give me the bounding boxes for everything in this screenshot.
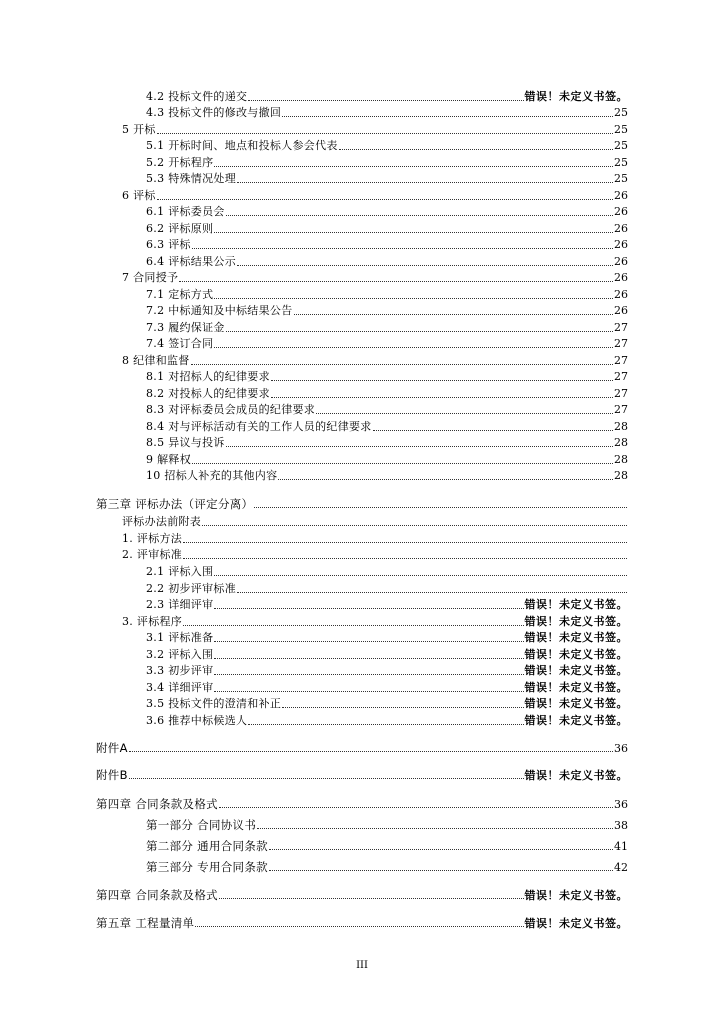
- toc-entry-page: 错误！未定义书签。: [524, 917, 628, 930]
- toc-entry-title: 2. 评审标准: [122, 548, 183, 561]
- toc-entry[interactable]: [146, 664, 628, 678]
- toc-chapter[interactable]: [96, 916, 628, 930]
- toc-entry[interactable]: [146, 90, 628, 104]
- dot-leader: [248, 99, 523, 101]
- toc-entry-title: 7.4 签订合同: [146, 337, 214, 350]
- toc-entry[interactable]: [122, 515, 628, 529]
- toc-entry[interactable]: [146, 420, 628, 434]
- toc-entry[interactable]: [146, 321, 628, 335]
- toc-entry-title: 7.1 定标方式: [146, 288, 214, 301]
- toc-entry-page: 26: [614, 255, 628, 268]
- dot-leader: [278, 478, 613, 480]
- toc-entry-title: 第四章 合同条款及格式: [96, 888, 218, 902]
- toc-entry-title: 5.3 特殊情况处理: [146, 172, 236, 185]
- dot-leader: [214, 607, 523, 609]
- dot-leader: [226, 214, 613, 216]
- toc-entry-title: 10 招标人补充的其他内容: [146, 469, 278, 482]
- toc-entry[interactable]: [146, 436, 628, 450]
- dot-leader: [192, 462, 613, 464]
- toc-entry-title: 7 合同授予: [122, 271, 179, 284]
- toc-entry-page: 26: [614, 288, 628, 301]
- toc-entry-title: 1. 评标方法: [122, 532, 183, 545]
- toc-entry-title: 第五章 工程量清单: [96, 916, 195, 930]
- dot-leader: [373, 429, 613, 431]
- toc-entry-page: 错误！未定义书签。: [524, 648, 628, 661]
- toc-entry-page: 26: [614, 304, 628, 317]
- toc-entry-page: 41: [614, 840, 628, 853]
- toc-entry[interactable]: [122, 615, 628, 629]
- dot-leader: [237, 181, 613, 183]
- toc-entry-page: 错误！未定义书签。: [524, 889, 628, 902]
- dot-leader: [339, 148, 613, 150]
- toc-entry-title: 3.4 详细评审: [146, 681, 214, 694]
- dot-leader: [269, 869, 613, 871]
- toc-entry-title: 6.4 评标结果公示: [146, 255, 236, 268]
- dot-leader: [157, 132, 613, 134]
- toc-entry[interactable]: [146, 582, 628, 596]
- toc-entry[interactable]: [146, 598, 628, 612]
- dot-leader: [179, 280, 613, 282]
- toc-entry-title: 第二部分 通用合同条款: [146, 839, 268, 853]
- toc-entry-title: 3.1 评标准备: [146, 631, 214, 644]
- toc-entry-page: 错误！未定义书签。: [524, 697, 628, 710]
- dot-leader: [183, 557, 627, 559]
- dot-leader: [202, 524, 627, 526]
- dot-leader: [219, 806, 613, 808]
- toc-entry-title: 评标办法前附表: [122, 515, 202, 528]
- dot-leader: [248, 723, 523, 725]
- toc-entry[interactable]: [146, 403, 628, 417]
- toc-entry-title: 第一部分 合同协议书: [146, 818, 257, 832]
- toc-entry-title: 6.3 评标: [146, 238, 191, 251]
- toc-entry-title: 7.3 履约保证金: [146, 321, 225, 334]
- toc-entry[interactable]: [146, 222, 628, 236]
- toc-entry-page: 26: [614, 189, 628, 202]
- dot-leader: [254, 506, 627, 508]
- toc-entry-page: 27: [614, 337, 628, 350]
- toc-entry-title: 8.2 对投标人的纪律要求: [146, 387, 270, 400]
- dot-leader: [195, 925, 523, 927]
- dot-leader: [271, 396, 613, 398]
- toc-entry-title: 附件B: [96, 768, 128, 782]
- toc-entry-page: 25: [614, 106, 628, 119]
- dot-leader: [183, 541, 627, 543]
- toc-entry-title: 8 纪律和监督: [122, 354, 190, 367]
- toc-entry[interactable]: [146, 681, 628, 695]
- dot-leader: [214, 673, 523, 675]
- toc-entry-title: 5.1 开标时间、地点和投标人参会代表: [146, 139, 338, 152]
- toc-entry-page: 错误！未定义书签。: [524, 631, 628, 644]
- toc-chapter[interactable]: [96, 797, 628, 811]
- toc-entry-page: 28: [614, 436, 628, 449]
- toc-entry[interactable]: [122, 123, 628, 137]
- toc-entry-page: 36: [614, 742, 628, 755]
- dot-leader: [237, 264, 613, 266]
- toc-entry-page: 错误！未定义书签。: [524, 90, 628, 103]
- toc-entry-page: 26: [614, 222, 628, 235]
- dot-leader: [214, 346, 613, 348]
- dot-leader: [214, 640, 523, 642]
- dot-leader: [129, 750, 613, 752]
- dot-leader: [214, 690, 523, 692]
- toc-entry-page: 26: [614, 238, 628, 251]
- toc-entry[interactable]: [146, 697, 628, 711]
- toc-entry-page: 38: [614, 819, 628, 832]
- toc-chapter[interactable]: [96, 741, 628, 755]
- toc-entry-page: 27: [614, 403, 628, 416]
- toc-entry[interactable]: [146, 469, 628, 483]
- toc-entry-title: 附件A: [96, 741, 128, 755]
- toc-entry[interactable]: [146, 205, 628, 219]
- dot-leader: [282, 115, 613, 117]
- dot-leader: [129, 777, 524, 779]
- dot-leader: [282, 706, 523, 708]
- toc-entry-title: 第三部分 专用合同条款: [146, 860, 268, 874]
- dot-leader: [214, 231, 613, 233]
- toc-entry-page: 27: [614, 387, 628, 400]
- toc-chapter[interactable]: [96, 768, 628, 782]
- toc-entry-page: 错误！未定义书签。: [524, 598, 628, 611]
- toc-entry-title: 第三章 评标办法（评定分离）: [96, 497, 254, 511]
- toc-entry[interactable]: [146, 631, 628, 645]
- dot-leader: [271, 379, 613, 381]
- toc-entry[interactable]: [146, 337, 628, 351]
- toc-entry-title: 2.3 详细评审: [146, 598, 214, 611]
- toc-entry-title: 6.2 评标原则: [146, 222, 214, 235]
- toc-entry-title: 3.6 推荐中标候选人: [146, 714, 248, 727]
- toc-entry-title: 3. 评标程序: [122, 615, 183, 628]
- toc-entry-title: 4.3 投标文件的修改与撤回: [146, 106, 282, 119]
- toc-entry-title: 9 解释权: [146, 453, 191, 466]
- toc-entry[interactable]: [146, 818, 628, 832]
- toc-entry-page: 错误！未定义书签。: [524, 664, 628, 677]
- toc-entry-page: 25: [614, 156, 628, 169]
- toc-entry-page: 错误！未定义书签。: [524, 769, 628, 782]
- toc-entry[interactable]: [146, 648, 628, 662]
- toc-entry-title: 8.3 对评标委员会成员的纪律要求: [146, 403, 316, 416]
- toc-entry[interactable]: [146, 453, 628, 467]
- toc-entry[interactable]: [146, 255, 628, 269]
- toc-entry-page: 26: [614, 205, 628, 218]
- dot-leader: [214, 165, 613, 167]
- toc-entry-title: 3.5 投标文件的澄清和补正: [146, 697, 282, 710]
- dot-leader: [214, 657, 523, 659]
- toc-entry-title: 3.3 初步评审: [146, 664, 214, 677]
- toc-chapter[interactable]: [96, 888, 628, 902]
- toc-entry[interactable]: [122, 548, 628, 562]
- toc-entry[interactable]: [146, 370, 628, 384]
- dot-leader: [183, 624, 523, 626]
- toc-entry-title: 8.5 异议与投诉: [146, 436, 225, 449]
- toc-entry[interactable]: [146, 156, 628, 170]
- toc-entry[interactable]: [146, 839, 628, 853]
- dot-leader: [294, 313, 614, 315]
- dot-leader: [157, 198, 613, 200]
- toc-entry-page: 27: [614, 370, 628, 383]
- toc-entry[interactable]: [146, 304, 628, 318]
- dot-leader: [316, 412, 613, 414]
- toc-entry-title: 2.2 初步评审标准: [146, 582, 236, 595]
- dot-leader: [192, 247, 613, 249]
- toc-entry[interactable]: [146, 288, 628, 302]
- toc-entry[interactable]: [122, 354, 628, 368]
- dot-leader: [191, 363, 613, 365]
- toc-entry-title: 第四章 合同条款及格式: [96, 797, 218, 811]
- dot-leader: [269, 848, 613, 850]
- toc-entry[interactable]: [146, 714, 628, 728]
- toc-entry[interactable]: [122, 532, 628, 546]
- toc-entry-title: 6 评标: [122, 189, 156, 202]
- toc-entry[interactable]: [146, 387, 628, 401]
- toc-entry[interactable]: [122, 271, 628, 285]
- toc-entry-title: 4.2 投标文件的递交: [146, 90, 248, 103]
- toc-entry-page: 28: [614, 469, 628, 482]
- toc-entry[interactable]: [146, 172, 628, 186]
- toc-entry-title: 3.2 评标入围: [146, 648, 214, 661]
- toc-entry-page: 25: [614, 139, 628, 152]
- toc-entry-title: 8.1 对招标人的纪律要求: [146, 370, 270, 383]
- dot-leader: [214, 297, 613, 299]
- toc-entry-page: 28: [614, 453, 628, 466]
- dot-leader: [219, 897, 524, 899]
- toc-entry-page: 26: [614, 271, 628, 284]
- toc-entry-page: 28: [614, 420, 628, 433]
- toc-entry-title: 7.2 中标通知及中标结果公告: [146, 304, 293, 317]
- toc-entry-page: 42: [614, 861, 628, 874]
- toc-entry-title: 2.1 评标入围: [146, 565, 214, 578]
- toc-entry-page: 27: [614, 321, 628, 334]
- toc-entry-page: 错误！未定义书签。: [524, 714, 628, 727]
- toc-entry-page: 36: [614, 798, 628, 811]
- toc-entry[interactable]: [146, 238, 628, 252]
- toc-entry-page: 错误！未定义书签。: [524, 681, 628, 694]
- toc-entry-title: 8.4 对与评标活动有关的工作人员的纪律要求: [146, 420, 372, 433]
- page-number: III: [356, 960, 368, 971]
- toc-entry-title: 6.1 评标委员会: [146, 205, 225, 218]
- toc-entry-title: 5.2 开标程序: [146, 156, 214, 169]
- toc-entry-page: 25: [614, 123, 628, 136]
- toc-entry-page: 27: [614, 354, 628, 367]
- toc-entry-page: 25: [614, 172, 628, 185]
- dot-leader: [226, 445, 613, 447]
- toc-entry[interactable]: [146, 139, 628, 153]
- dot-leader: [226, 330, 613, 332]
- toc-entry[interactable]: [146, 565, 628, 579]
- toc-entry-page: 错误！未定义书签。: [524, 615, 628, 628]
- dot-leader: [237, 591, 627, 593]
- toc-chapter[interactable]: [96, 497, 628, 511]
- dot-leader: [214, 574, 627, 576]
- toc-entry[interactable]: [146, 860, 628, 874]
- dot-leader: [257, 827, 613, 829]
- toc-entry[interactable]: [146, 106, 628, 120]
- toc-entry-title: 5 开标: [122, 123, 156, 136]
- toc-entry[interactable]: [122, 189, 628, 203]
